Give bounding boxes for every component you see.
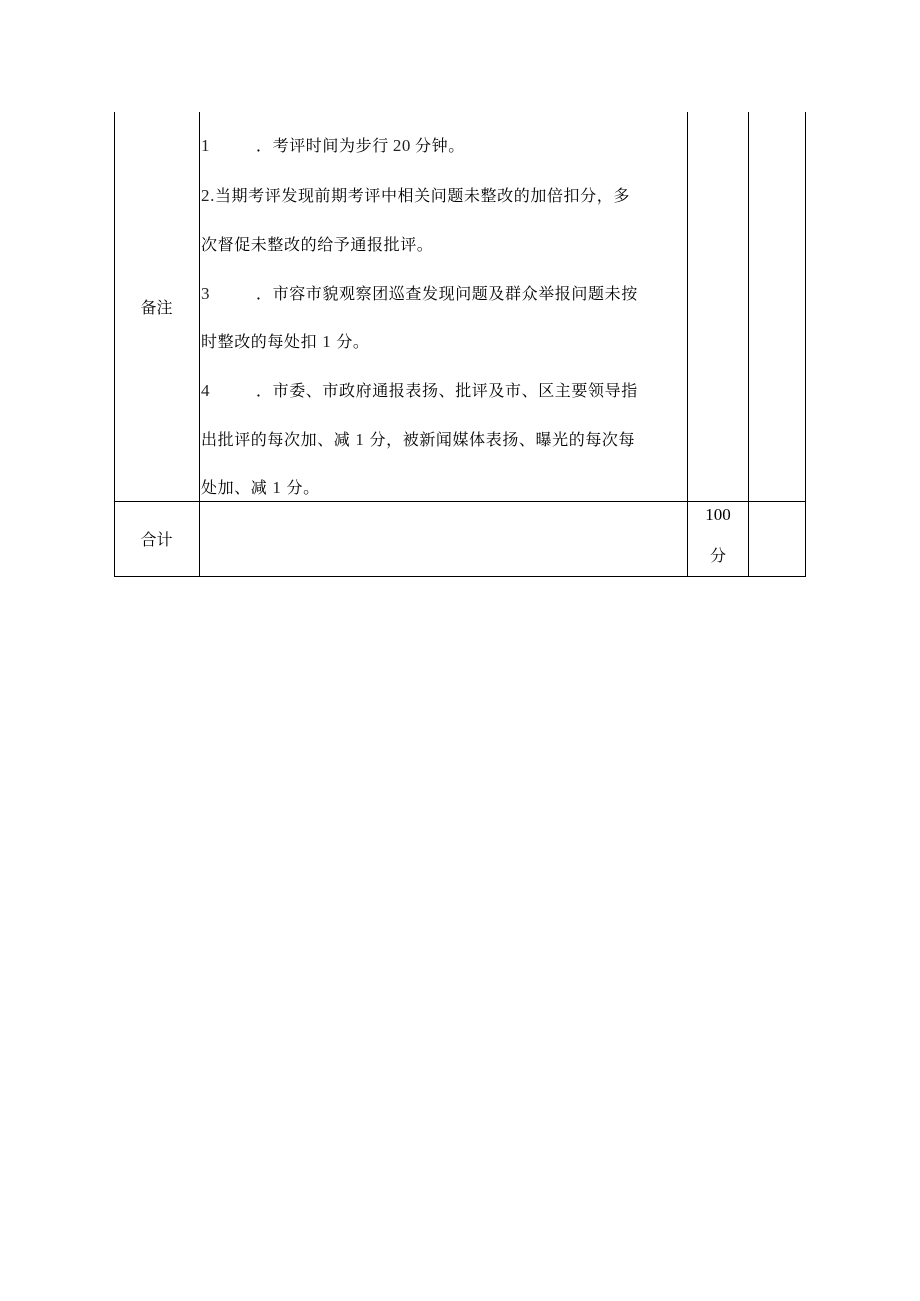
remark-text: 当期考评发现前期考评中相关问题未整改的加倍扣分，多 — [214, 186, 630, 205]
table-border-bottom — [114, 576, 806, 577]
remark-item-1 — [201, 136, 465, 156]
total-label: 合计 — [140, 530, 173, 549]
column-divider-1 — [199, 112, 200, 577]
remark-item-4 — [201, 381, 638, 401]
remark-text: 时整改的每处扣 — [201, 332, 318, 351]
remark-number: 3 — [201, 284, 211, 303]
total-score-number: 100 — [705, 505, 731, 524]
remark-value: 1 — [355, 430, 365, 449]
remark-item-2 — [201, 186, 630, 206]
remark-item-4-continued — [201, 430, 635, 450]
remark-text: 分，被新闻媒体表扬、曝光的每次每 — [369, 430, 636, 449]
total-score-unit: 分 — [709, 546, 726, 565]
remark-value: 1 — [322, 332, 332, 351]
row-divider — [114, 501, 806, 502]
remark-text: 出批评的每次加、减 — [201, 430, 351, 449]
remark-number: 1 — [201, 136, 211, 155]
remark-text: 处加、减 — [201, 478, 268, 497]
table-border-left — [114, 112, 115, 577]
remark-item-3 — [201, 284, 638, 304]
scoring-table — [114, 112, 806, 577]
remark-text: ．考评时间为步行 — [256, 136, 389, 155]
remarks-label: 备注 — [140, 298, 173, 317]
remark-text: ．市容市貌观察团巡查发现问题及群众举报问题未按 — [256, 284, 638, 303]
remark-item-3-continued — [201, 332, 370, 352]
remark-text: 次督促未整改的给予通报批评。 — [201, 235, 434, 254]
remark-number: 2. — [201, 186, 215, 205]
remark-item-4-final — [201, 478, 320, 498]
remark-text: 分钟。 — [415, 136, 465, 155]
remark-number: 4 — [201, 381, 211, 400]
remark-value: 1 — [272, 478, 282, 497]
remark-text: 分。 — [286, 478, 320, 497]
remark-text: 分。 — [336, 332, 370, 351]
column-divider-3 — [748, 112, 749, 577]
remark-value: 20 — [392, 136, 412, 155]
remark-text: ．市委、市政府通报表扬、批评及市、区主要领导指 — [256, 381, 638, 400]
remark-item-2-continued — [201, 235, 433, 255]
table-border-right — [805, 112, 806, 577]
